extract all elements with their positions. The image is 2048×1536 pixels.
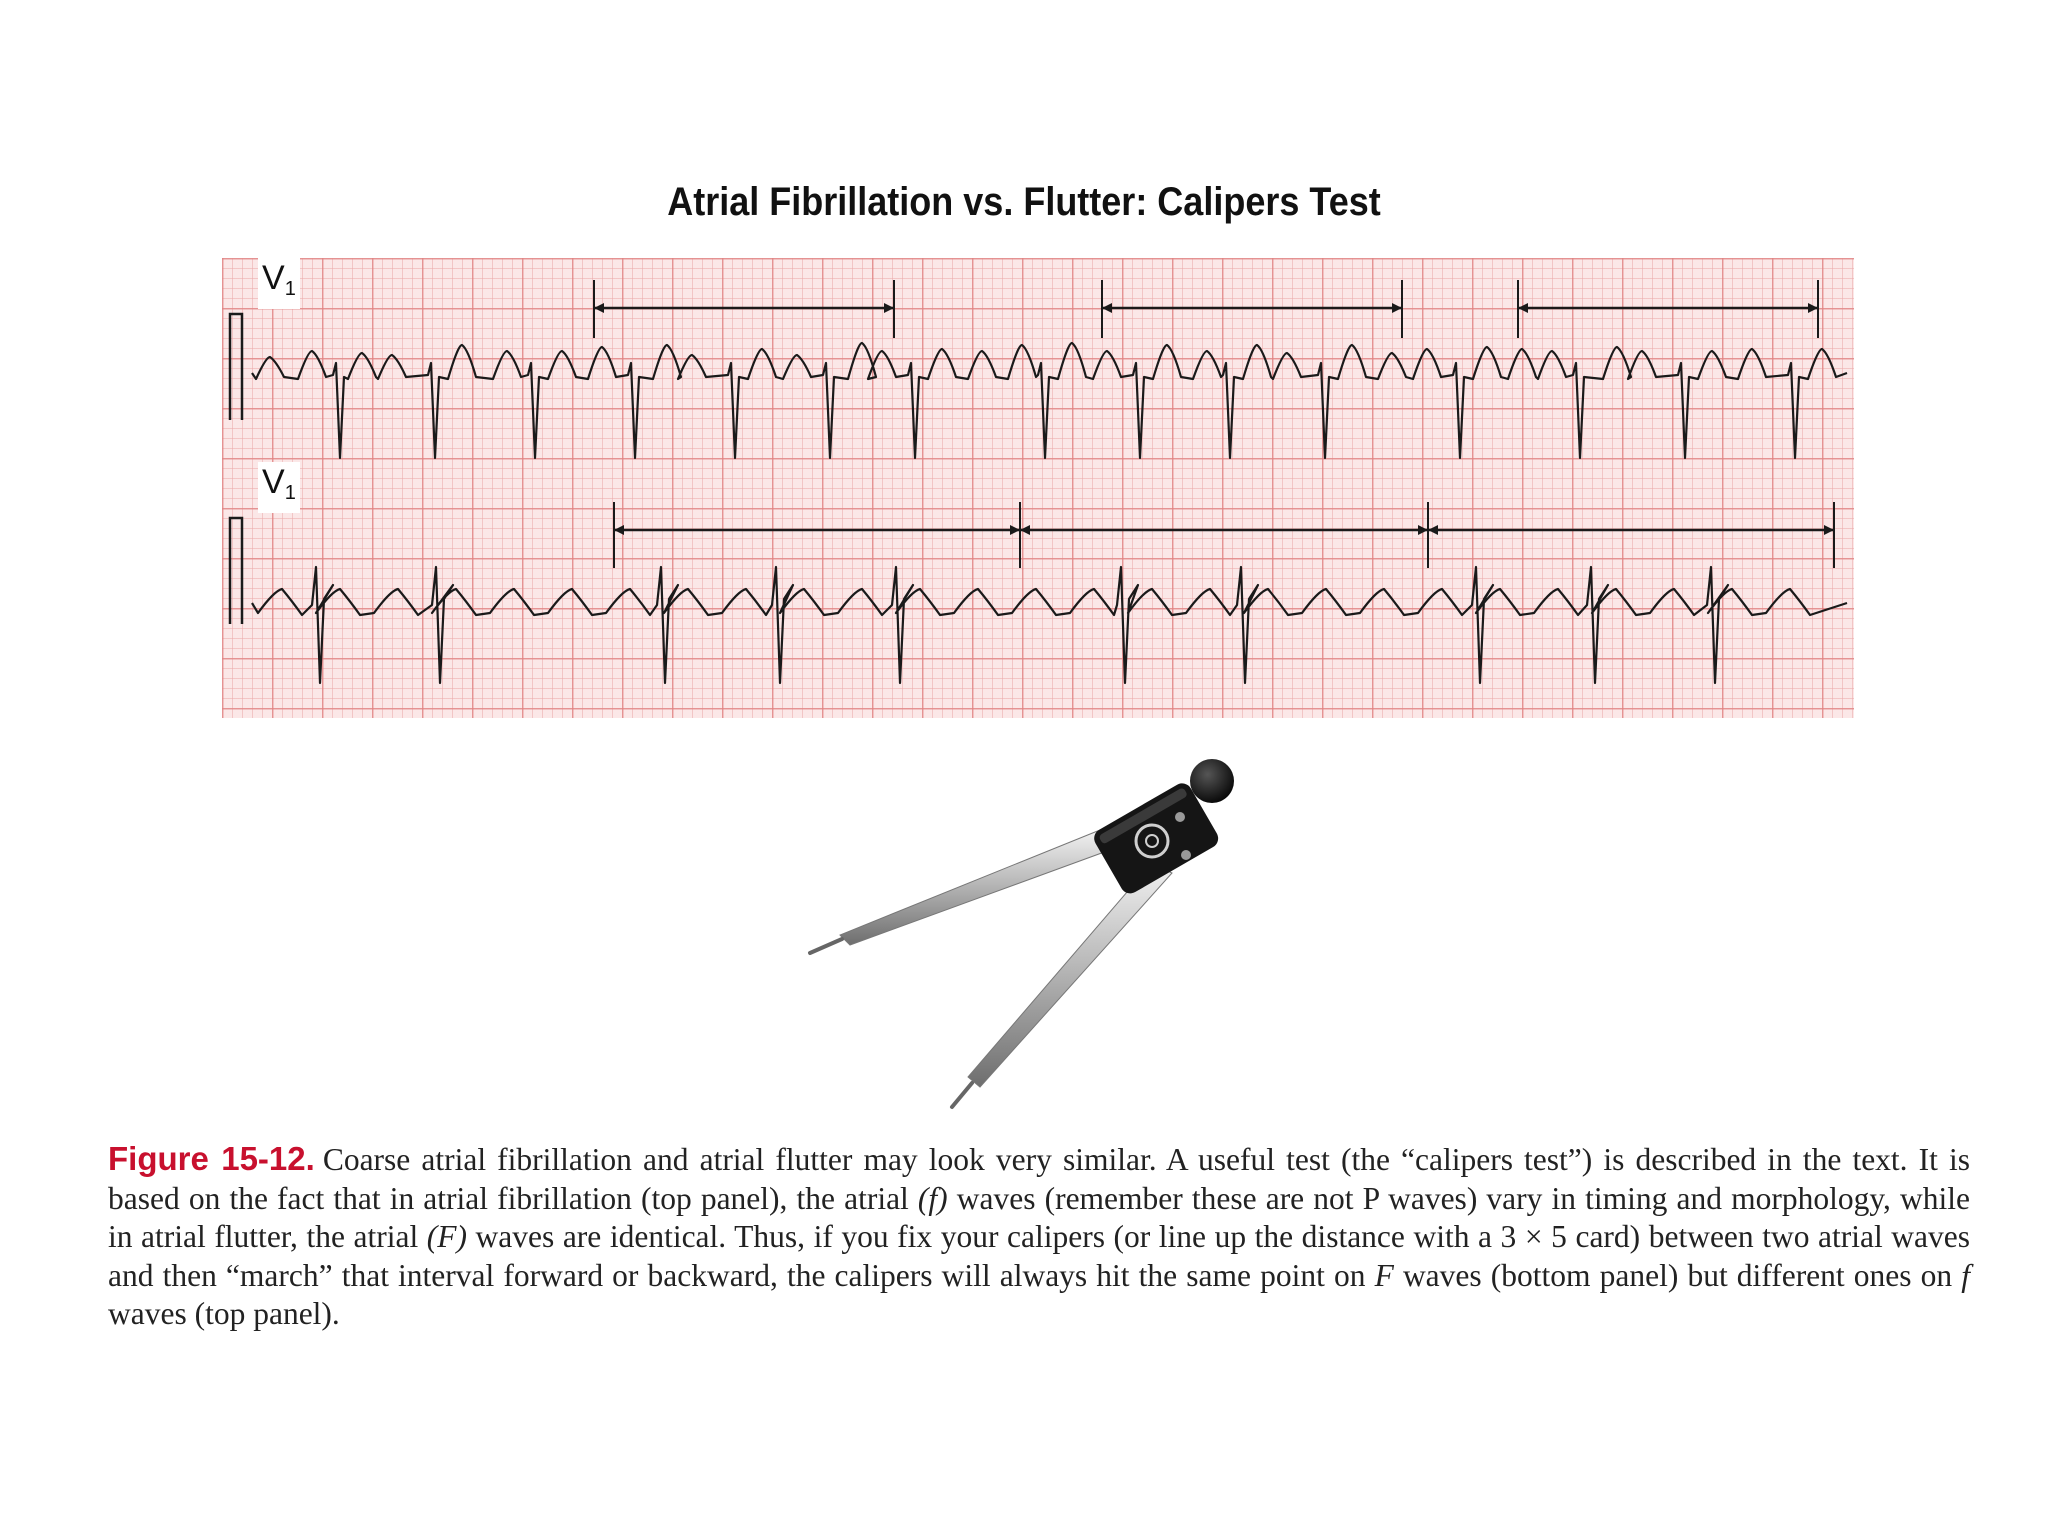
caption-text — [108, 1142, 1970, 1331]
ecg-traces — [222, 258, 1854, 718]
caliper-arrow-top — [1102, 303, 1112, 313]
calibration-pulse-bottom — [230, 518, 242, 624]
caption-segment: F — [1374, 1257, 1394, 1293]
calibration-pulse-top — [230, 314, 242, 420]
ecg-strip — [222, 258, 1854, 718]
caliper-arrow-bottom — [614, 525, 624, 535]
caliper-arrow-bottom — [1824, 525, 1834, 535]
ecg-trace-top — [252, 343, 1847, 458]
caption-segment: waves (top panel). — [108, 1296, 340, 1331]
caliper-arrow-bottom — [1418, 525, 1428, 535]
caliper-arrow-top — [1518, 303, 1528, 313]
ecg-trace-bottom — [252, 567, 1847, 683]
caption-segment: (f) — [917, 1180, 948, 1216]
lead-label-bottom: $V_1$ — [258, 462, 300, 513]
caption-segment: (F) — [426, 1219, 467, 1254]
caliper-arrow-bottom — [1010, 525, 1020, 535]
calipers-icon — [800, 755, 1260, 1115]
caliper-arrow-top — [594, 303, 604, 313]
caliper-arrow-bottom — [1428, 525, 1438, 535]
figure-label: Figure 15-12. — [108, 1140, 315, 1177]
figure-title: Atrial Fibrillation vs. Flutter: Calipers Test — [667, 180, 1381, 224]
caliper-arrow-top — [1808, 303, 1818, 313]
caliper-arrow-bottom — [1020, 525, 1030, 535]
caption-segment: waves (bottom panel) but different ones on — [1393, 1257, 1962, 1293]
caliper-arrow-top — [884, 303, 894, 313]
lead-label-top: $V_1$ — [258, 258, 300, 309]
caption-segment: f — [1961, 1257, 1971, 1293]
caption-segment: waves (remember these are not P waves) vary in timing and morphology, while in atrial flutter, the atrial — [108, 1180, 1970, 1254]
caliper-arrow-top — [1392, 303, 1402, 313]
caption-segment: waves are identical. Thus, if you fix your calipers (or line up the distance with a 3 × 5 card) between two atrial waves and then “march” that interval forward or backward, the calipers will always hit the same point on — [108, 1219, 1971, 1293]
figure-caption — [108, 1140, 1970, 1334]
caption-segment: Coarse atrial fibrillation and atrial flutter may look very similar. A useful test (the “calipers test”) is described in the text. It is based on the fact that in atrial fibrillation (top panel), the atrial — [108, 1142, 1971, 1216]
